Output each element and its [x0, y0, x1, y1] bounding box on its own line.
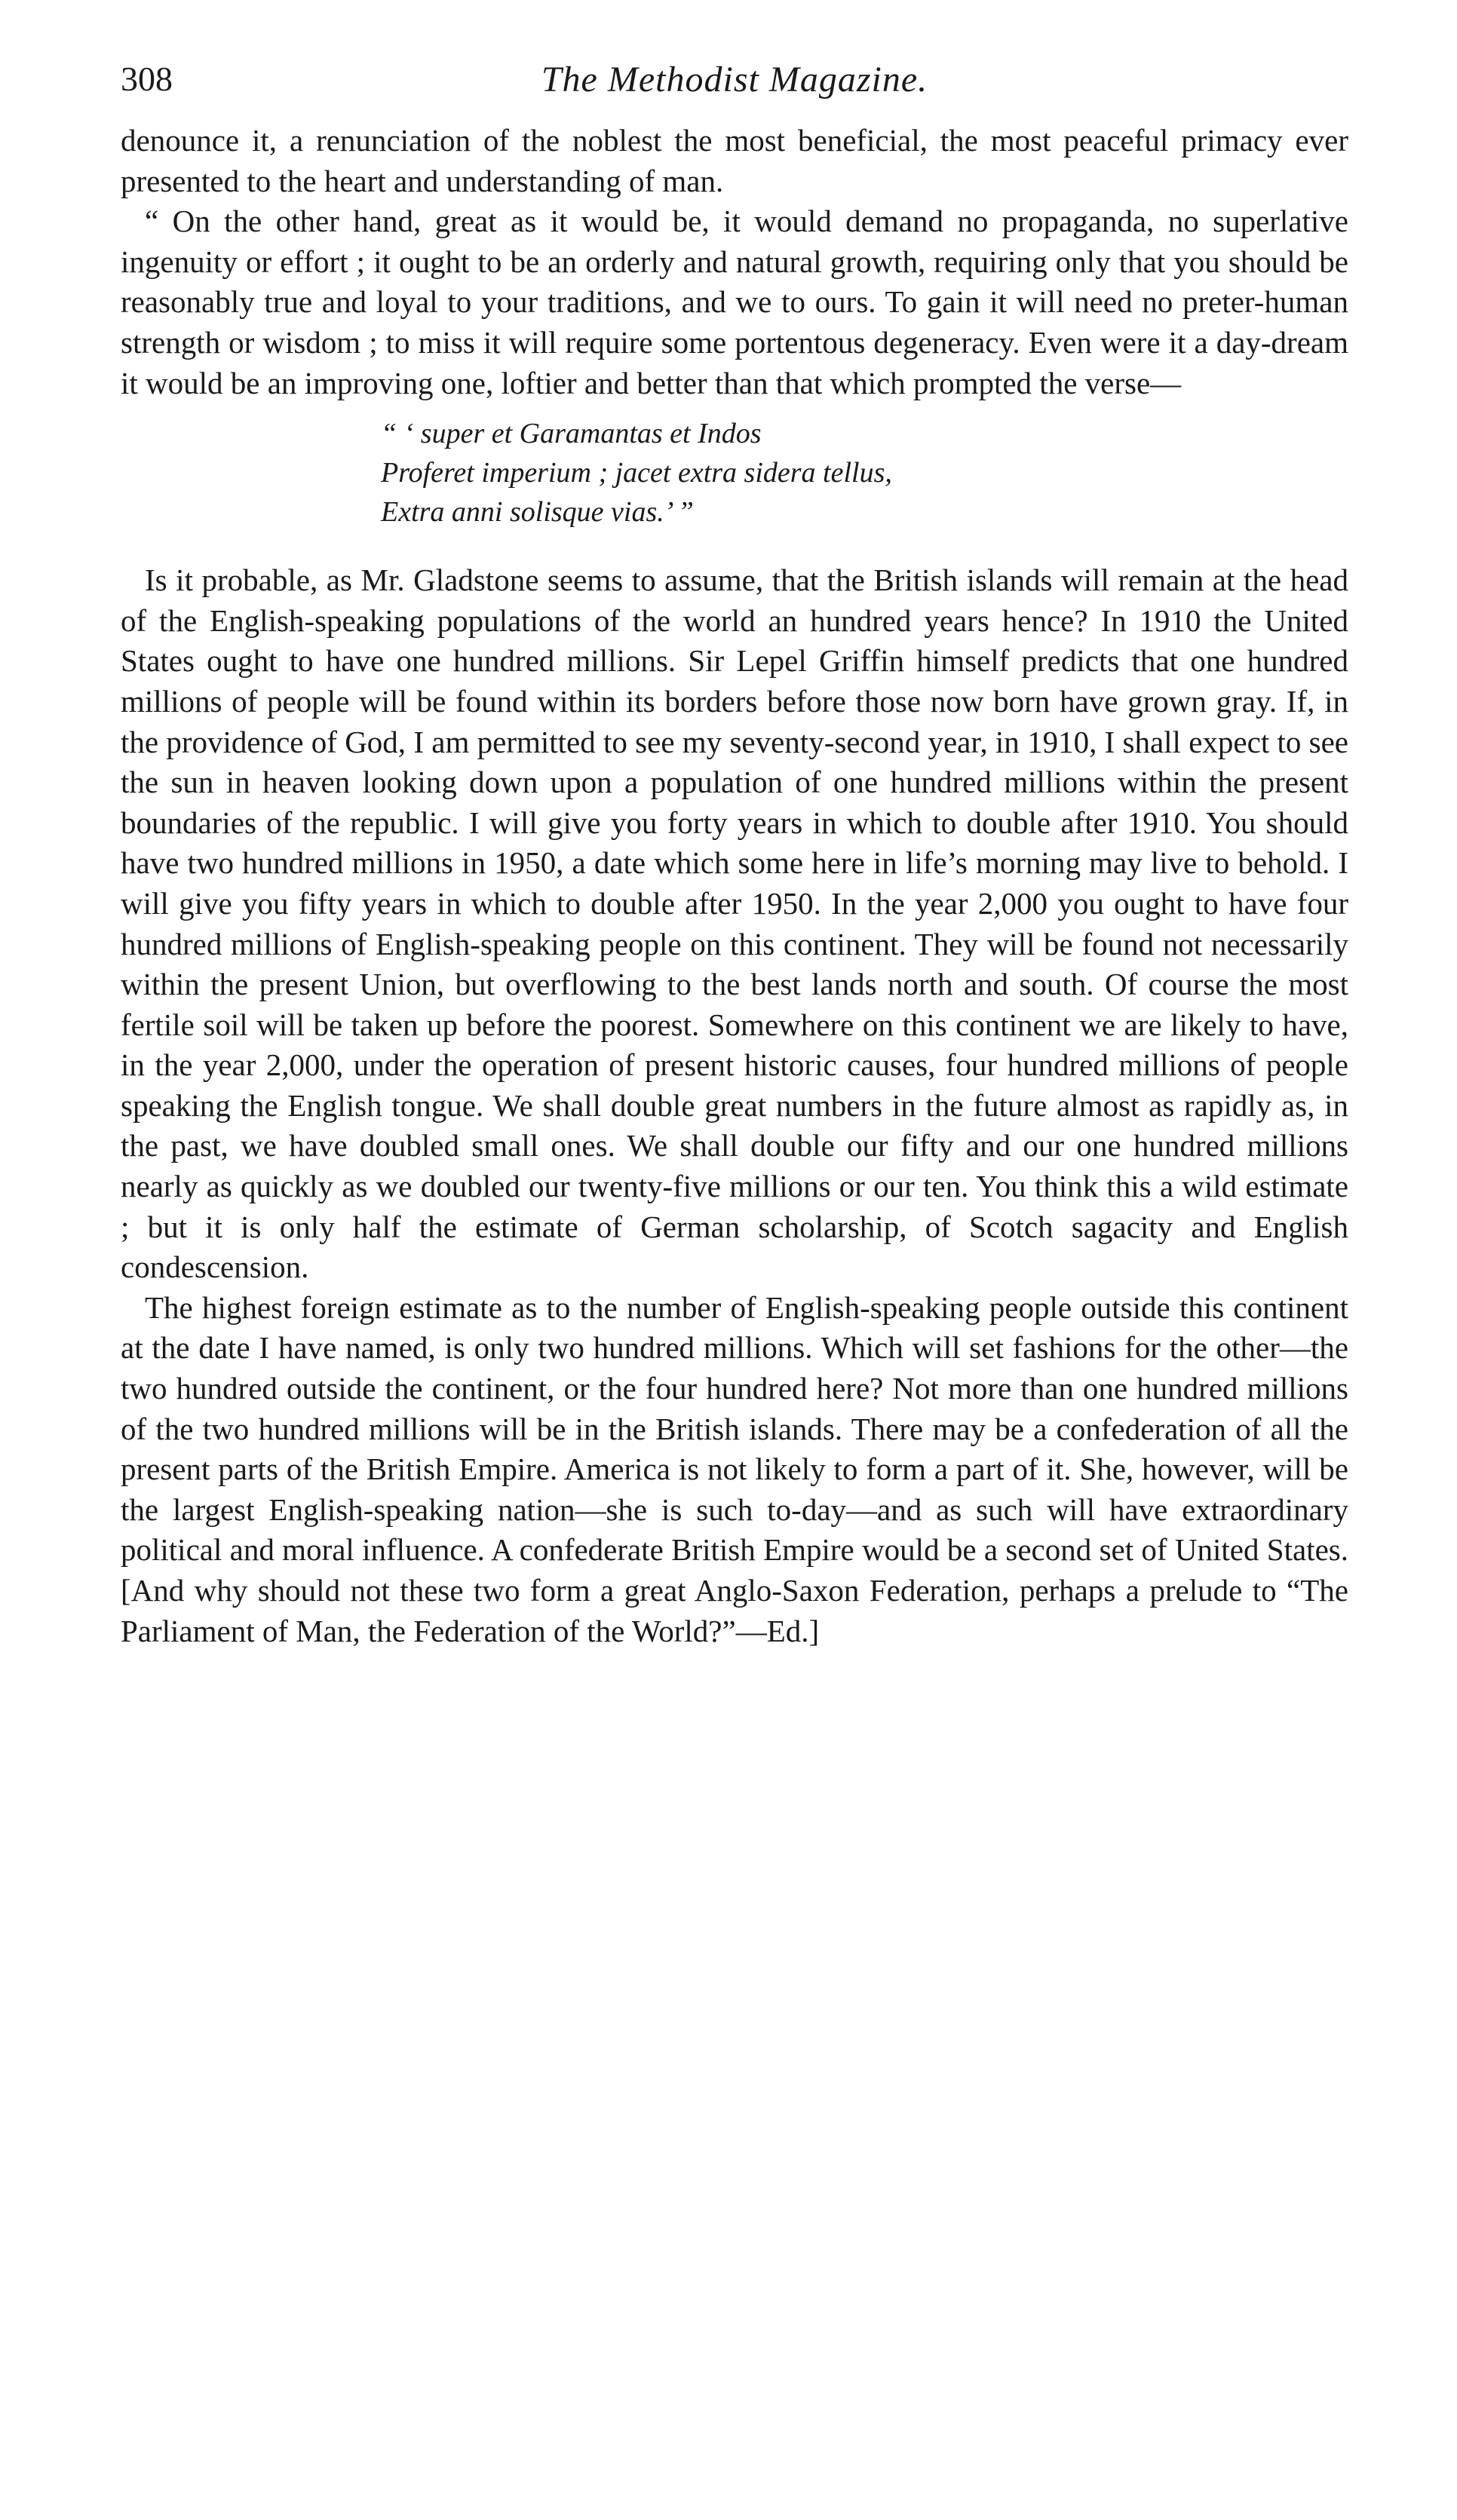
page-number: 308 [121, 60, 173, 98]
paragraph-probable: Is it probable, as Mr. Gladstone seems to assume, that the British islands will remain at the head of the English-speaking populations of the world an hundred years hence? In 1910 the United States ought to have one hundred millions. Sir Lepel Griffin himself predicts that one hundred millions of people will be found within its borders before those now born have grown gray. If, in the providence of God, I am permitted to see my seventy-second year, in 1910, I shall expect to see the sun in heaven looking down upon a population of one hundred millions within the present boundaries of the republic. I will give you forty years in which to double after 1910. You should have two hundred millions in 1950, a date which some here in life’s morning may live to behold. I will give you fifty years in which to double after 1950. In the year 2,000 you ought to have four hundred millions of English-speaking people on this continent. They will be found not necessarily within the present Union, but overflowing to the best lands north and south. Of course the most fertile soil will be taken up before the poorest. Somewhere on this continent we are likely to have, in the year 2,000, under the operation of present historic causes, four hundred millions of people speaking the English tongue. We shall double great numbers in the future almost as rapidly as, in the past, we have doubled small ones. We shall double our fifty and our one hundred millions nearly as quickly as we doubled our twenty-five millions or our ten. You think this a wild estimate ; but it is only half the estimate of German scholarship, of Scotch sagacity and English condescension. [121, 563, 1348, 1285]
paragraph-other-hand: “ On the other hand, great as it would be, it would demand no propaganda, no superlative ingenuity or effort ; it ought to be an orderly and natural growth, requiring only that you should be reasonably true and loyal to your traditions, and we to ours. To gain it will need no preter-human strength or wisdom ; to miss it will require some portentous degeneracy. Even were it a day-dream it would be an improving one, loftier and better than that which prompted the verse— [121, 204, 1348, 400]
page [121, 53, 1348, 1651]
verse-line: “ ‘ super et Garamantas et Indos [381, 418, 762, 450]
paragraph-highest-estimate: The highest foreign estimate as to the number of English-speaking people outside this continent at the date I have named, is only two hundred millions. Which will set fashions for the other—the two hundred outside the continent, or the four hundred here? Not more than one hundred millions of the two hundred millions will be in the British islands. There may be a confederation of all the present parts of the British Empire. America is not likely to form a part of it. She, however, will be the largest English-speaking nation—she is such to-day—and as such will have extraordinary political and moral influence. A confederate British Empire would be a second set of United States. [And why should not these two form a great Anglo-Saxon Federation, perhaps a prelude to “The Parliament of Man, the Federation of the World?”—Ed.] [121, 1289, 1348, 1648]
journal-title: The Methodist Magazine. [541, 60, 928, 100]
verse-line: Extra anni solisque vias.’ ” [381, 496, 694, 529]
verse-quotation [381, 414, 1348, 532]
paragraph-denounce: denounce it, a renunciation of the noblest the most beneficial, the most peaceful primacy ever presented to the heart and understanding of man. [121, 123, 1348, 198]
article-body [121, 121, 1348, 1651]
running-head [121, 53, 1348, 121]
verse-line: Proferet imperium ; jacet extra sidera tellus, [381, 457, 892, 489]
